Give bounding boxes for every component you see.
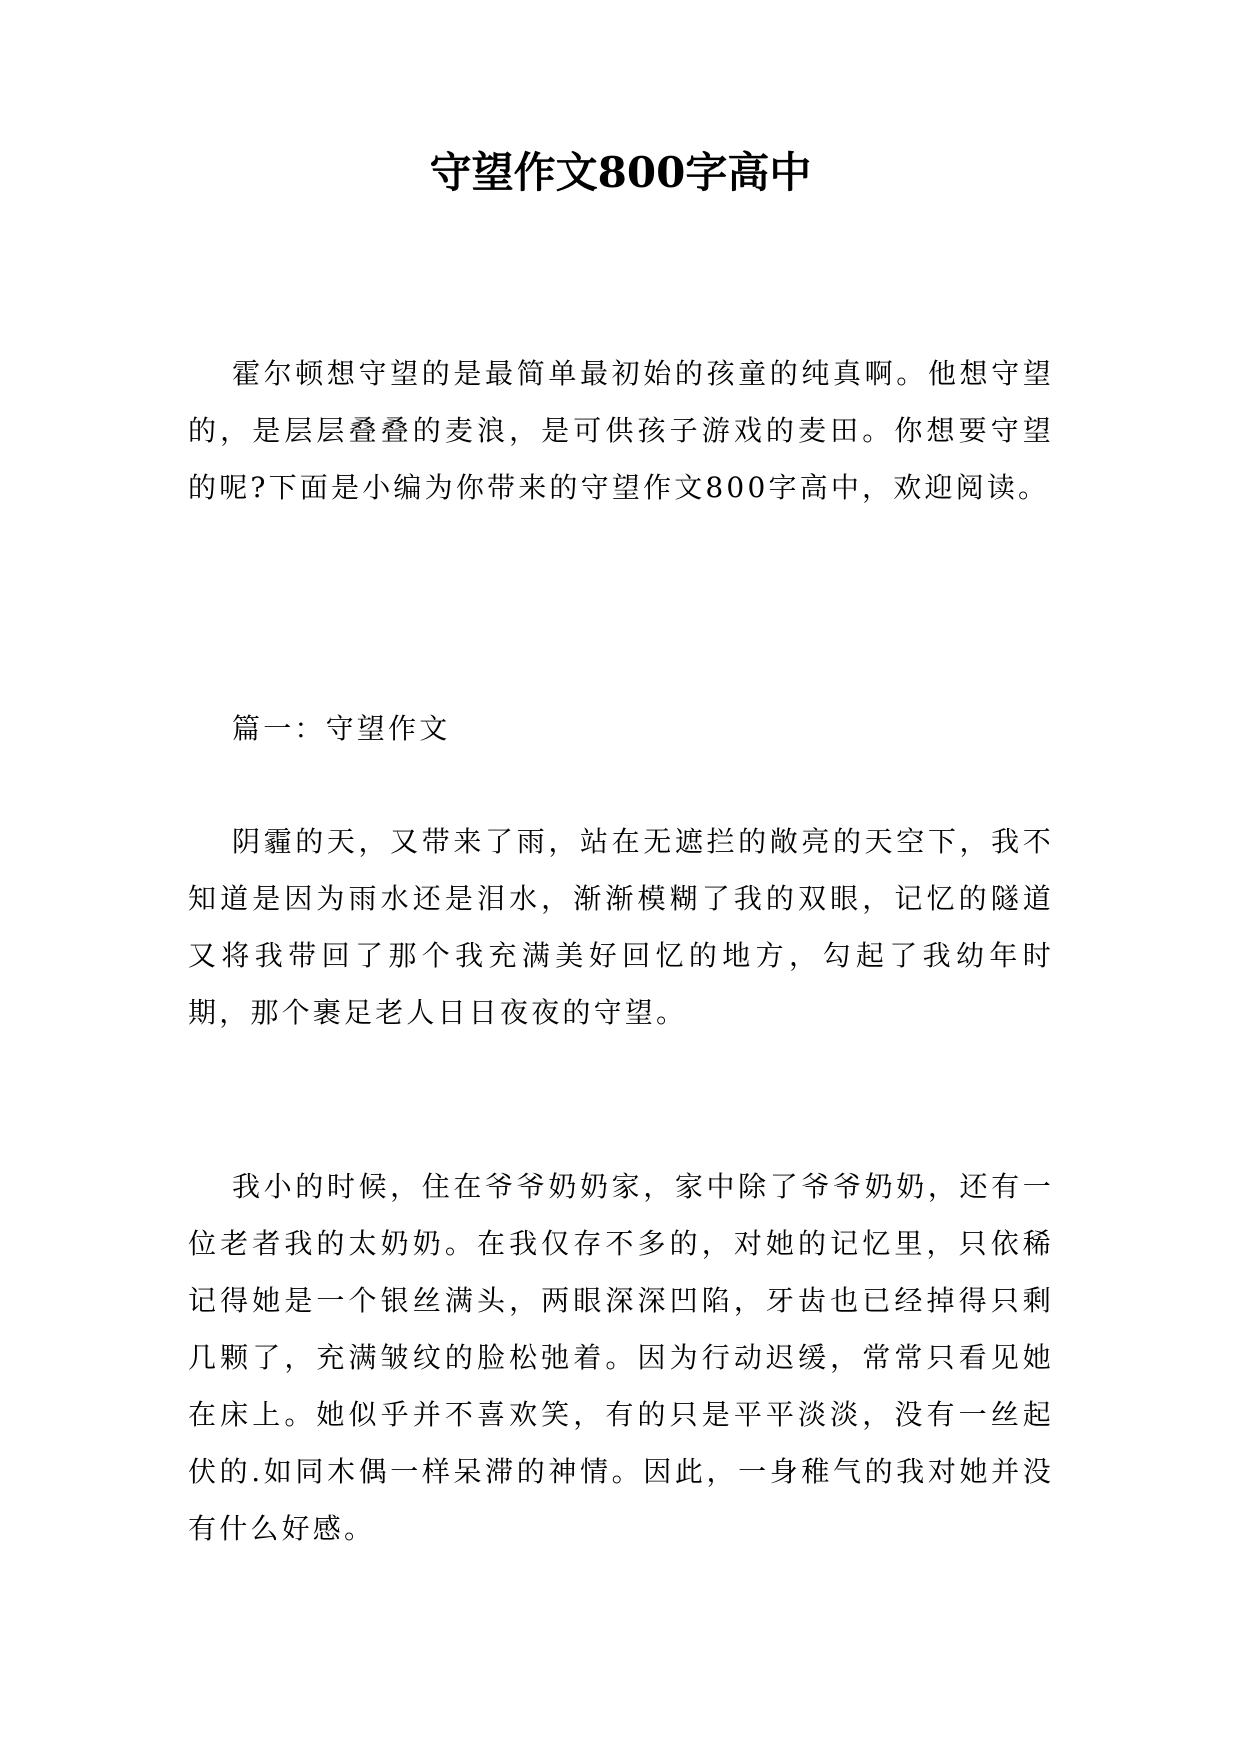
document-title: 守望作文800字高中 xyxy=(429,148,812,197)
intro-paragraph: 霍尔顿想守望的是最简单最初始的孩童的纯真啊。他想守望的，是层层叠叠的麦浪，是可供孩子游戏的麦田。你想要守望的呢?下面是小编为你带来的守望作文800字高中，欢迎阅读。 xyxy=(188,357,1054,504)
body-paragraph-1: 阴霾的天，又带来了雨，站在无遮拦的敞亮的天空下，我不知道是因为雨水还是泪水，渐渐模糊了我的双眼，记忆的隧道又将我带回了那个我充满美好回忆的地方，勾起了我幼年时期，那个裹足老人日日夜夜的守望。 xyxy=(188,825,1054,1029)
section-heading: 篇一：守望作文 xyxy=(232,712,451,745)
body-paragraph-2: 我小的时候，住在爷爷奶奶家，家中除了爷爷奶奶，还有一位老者我的太奶奶。在我仅存不多的，对她的记忆里，只依稀记得她是一个银丝满头，两眼深深凹陷，牙齿也已经掉得只剩几颗了，充满皱纹的脸松弛着。因为行动迟缓，常常只看见她在床上。她似乎并不喜欢笑，有的只是平平淡淡，没有一丝起伏的.如同木偶一样呆滞的神情。因此，一身稚气的我对她并没有什么好感。 xyxy=(188,1170,1054,1545)
